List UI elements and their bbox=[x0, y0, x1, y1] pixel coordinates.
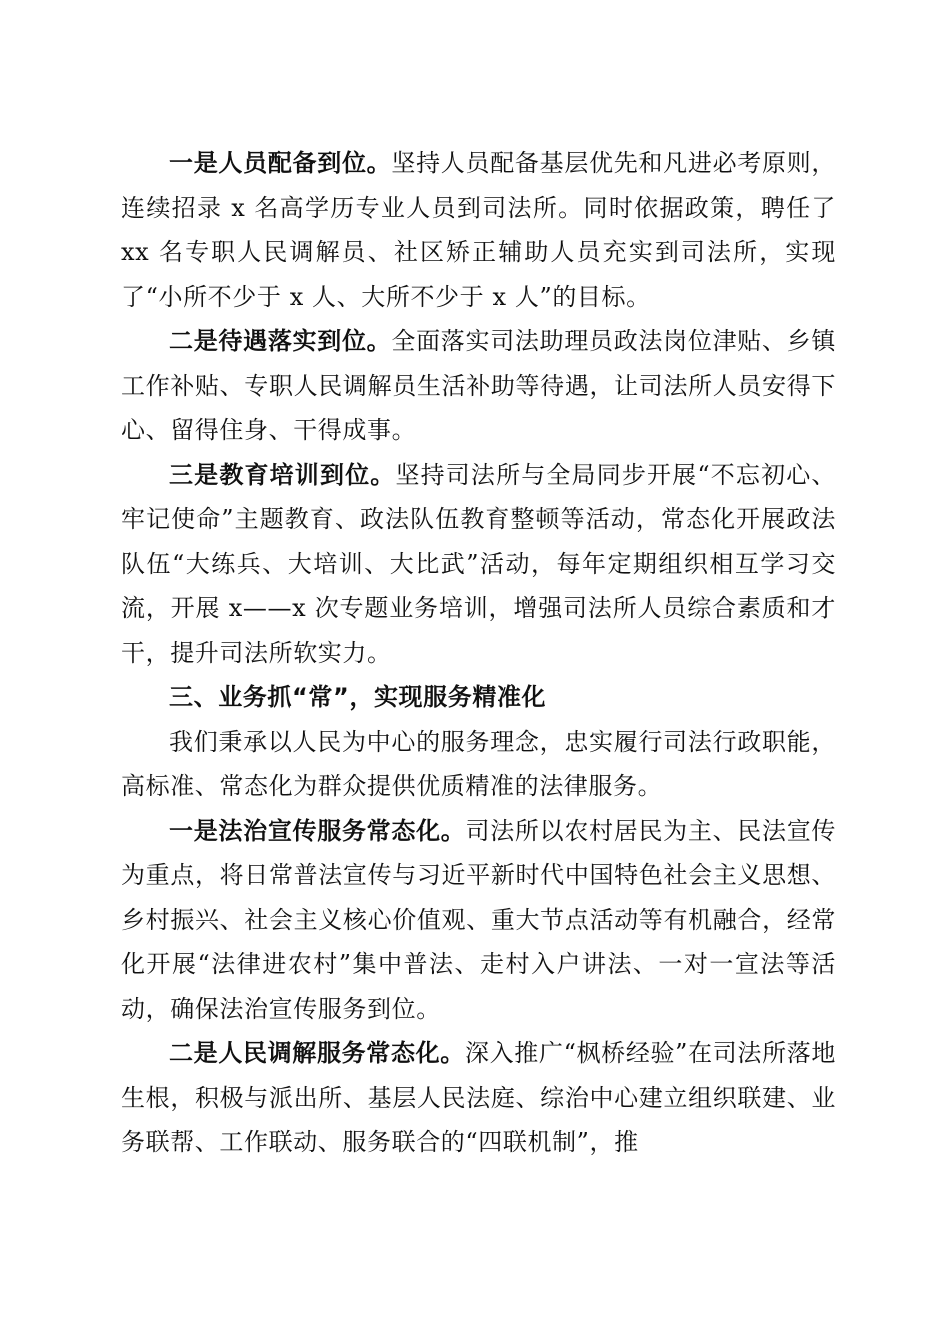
paragraph-benefits bbox=[121, 319, 836, 453]
section-heading: 三、业务抓“常”，实现服务精准化 bbox=[169, 683, 547, 711]
paragraph-staffing bbox=[121, 141, 836, 319]
paragraph-text: 深入推广“枫桥经验”在司法所落地生根，积极与派出所、基层人民法庭、综治中心建立组织联建、业务联帮、工作联动、服务联合的“四联机制”，推 bbox=[121, 1039, 836, 1156]
paragraph-legal-publicity bbox=[121, 809, 836, 1032]
paragraph-mediation bbox=[121, 1031, 836, 1165]
paragraph-lead: 一是法治宣传服务常态化。 bbox=[169, 816, 466, 845]
paragraph-lead: 二是人民调解服务常态化。 bbox=[169, 1039, 465, 1067]
paragraph-text: 坚持人员配备基层优先和凡进必考原则，连续招录 x 名高学历专业人员到司法所。同时依据政策，聘任了 xx 名专职人民调解员、社区矫正辅助人员充实到司法所，实现了“小所不少于 x 人、大所不少于 x 人”的目标。 bbox=[121, 149, 836, 311]
section-intro: 我们秉承以人民为中心的服务理念，忠实履行司法行政职能，高标准、常态化为群众提供优质精准的法律服务。 bbox=[121, 727, 836, 800]
paragraph-lead: 二是待遇落实到位。 bbox=[169, 327, 392, 355]
paragraph-lead: 一是人员配备到位。 bbox=[169, 149, 392, 177]
paragraph-training bbox=[121, 453, 836, 676]
document-body bbox=[121, 141, 836, 1165]
paragraph-lead: 三是教育培训到位。 bbox=[169, 460, 396, 489]
paragraph-text: 司法所以农村居民为主、民法宣传为重点，将日常普法宣传与习近平新时代中国特色社会主义思想、乡村振兴、社会主义核心价值观、重大节点活动等有机融合，经常化开展“法律进农村”集中普法、走村入户讲法、一对一宣法等活动，确保法治宣传服务到位。 bbox=[121, 816, 837, 1023]
paragraph-text: 全面落实司法助理员政法岗位津贴、乡镇工作补贴、专职人民调解员生活补助等待遇，让司法所人员安得下心、留得住身、干得成事。 bbox=[121, 327, 836, 444]
paragraph-text: 坚持司法所与全局同步开展“不忘初心、牢记使命”主题教育、政法队伍教育整顿等活动，常态化开展政法队伍“大练兵、大培训、大比武”活动，每年定期组织相互学习交流，开展 x——x 次专题业务培训，增强司法所人员综合素质和才干，提升司法所软实力。 bbox=[121, 460, 836, 667]
